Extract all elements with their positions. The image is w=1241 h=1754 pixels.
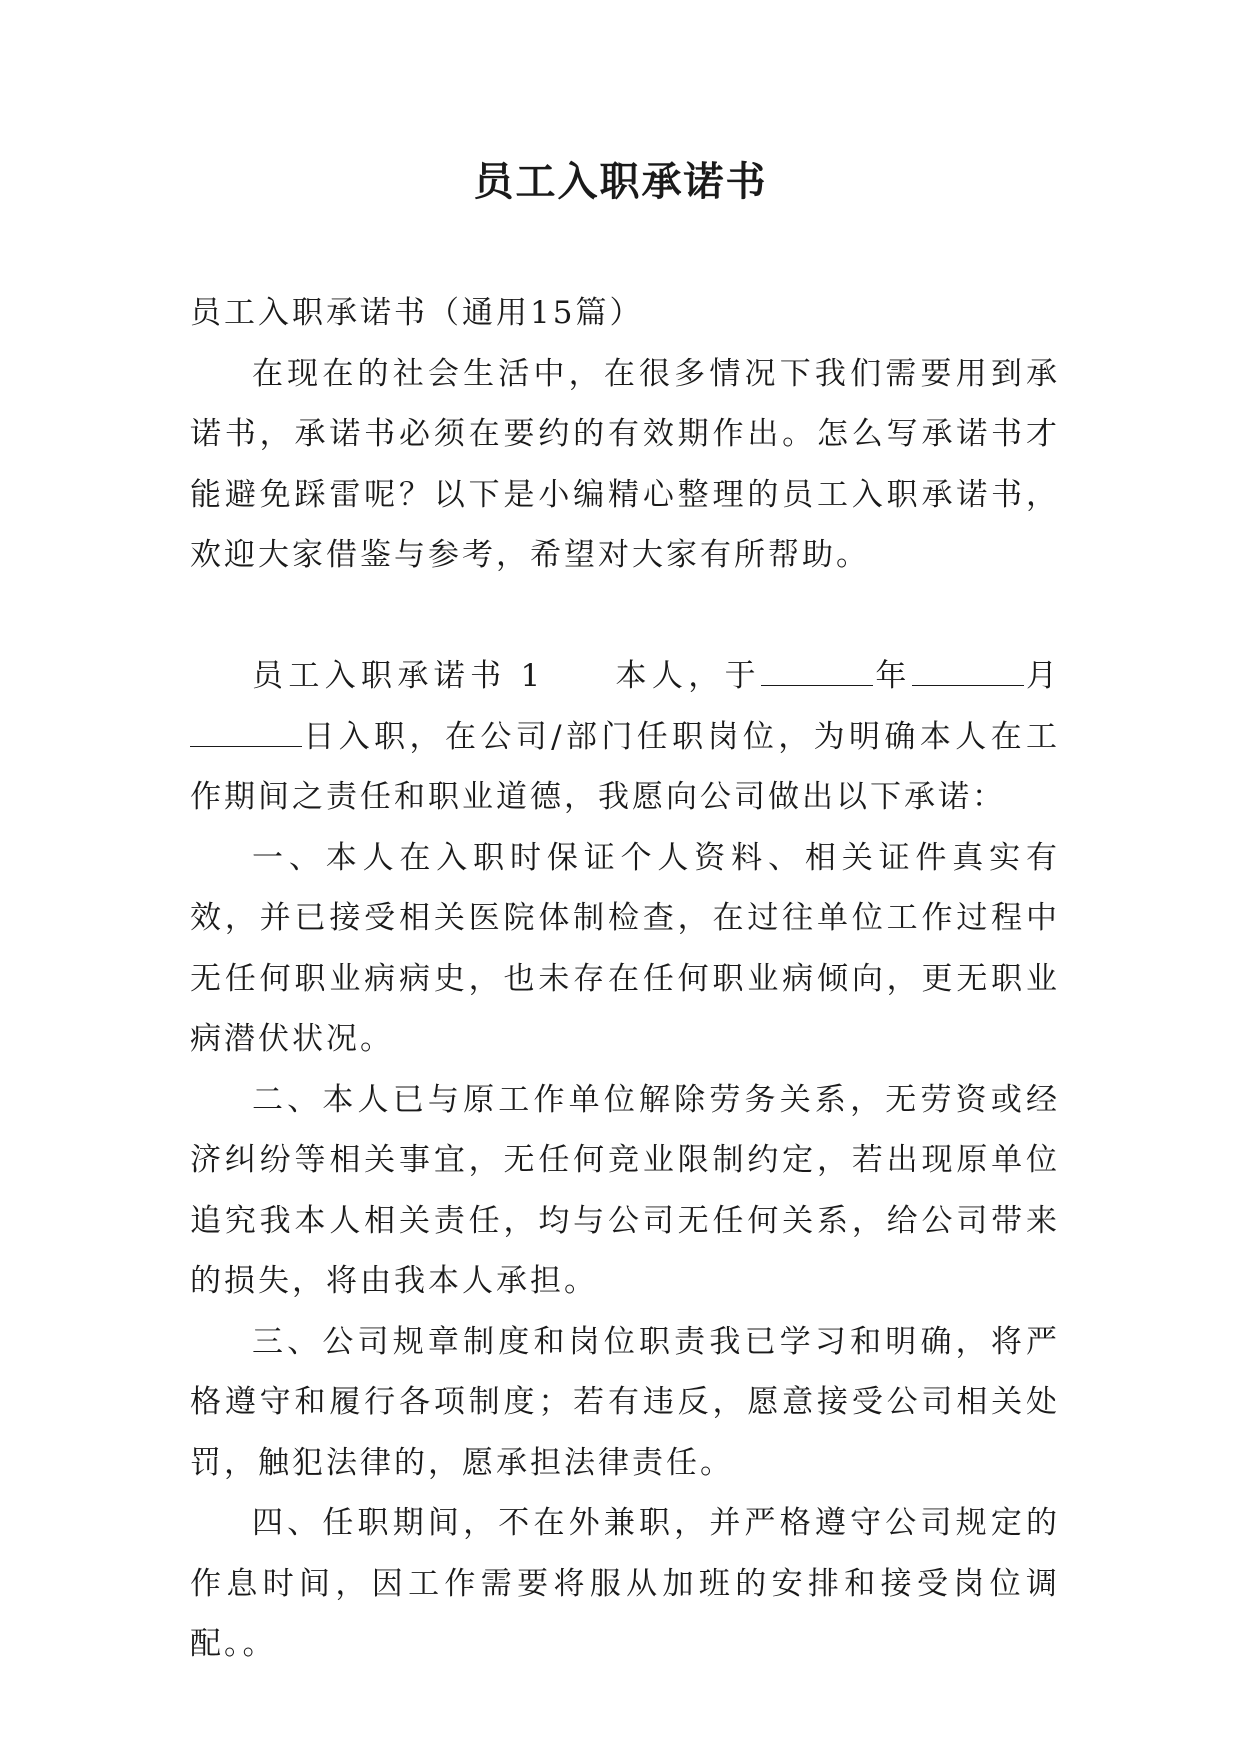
section-1-number: 1 [520,658,544,694]
paragraph-gap [190,586,1060,647]
section-1-heading: 员工入职承诺书 [252,658,507,694]
month-label: 月 [1023,658,1061,694]
clause-4: 四、任职期间，不在外兼职，并严格遵守公司规定的作息时间，因工作需要将服从加班的安排和接受岗位调配。。 [190,1505,1060,1662]
clause-2: 二、本人已与原工作单位解除劳务关系，无劳资或经济纠纷等相关事宜，无任何竞业限制约定，若出现原单位追究我本人相关责任，均与公司无任何关系，给公司带来的损失，将由我本人承担。 [190,1081,1060,1299]
opening-rest: 日入职，在公司/部门任职岗位，为明确本人在工作期间之责任和职业道德，我愿向公司做出以下承诺： [190,718,1060,815]
day-blank-field [190,722,302,747]
section-1-opening [190,646,1060,828]
month-blank-field [912,661,1024,686]
year-label: 年 [872,658,912,694]
opening-prefix: 本人，于 [613,658,761,694]
clause-3: 三、公司规章制度和岗位职责我已学习和明确，将严格遵守和履行各项制度；若有违反，愿意接受公司相关处罚，触犯法律的，愿承担法律责任。 [190,1323,1060,1481]
document-body [190,283,1060,1675]
document-title: 员工入职承诺书 [473,159,768,205]
clause-1: 一、本人在入职时保证个人资料、相关证件真实有效，并已接受相关医院体制检查，在过往单位工作过程中无任何职业病病史，也未存在任何职业病倾向，更无职业病潜伏状况。 [190,839,1060,1057]
year-blank-field [761,661,873,686]
intro-paragraph: 在现在的社会生活中，在很多情况下我们需要用到承诺书，承诺书必须在要约的有效期作出。怎么写承诺书才能避免踩雷呢？以下是小编精心整理的员工入职承诺书，欢迎大家借鉴与参考，希望对大家有所帮助。 [190,355,1060,573]
document-subtitle: 员工入职承诺书（通用15篇） [190,295,644,331]
